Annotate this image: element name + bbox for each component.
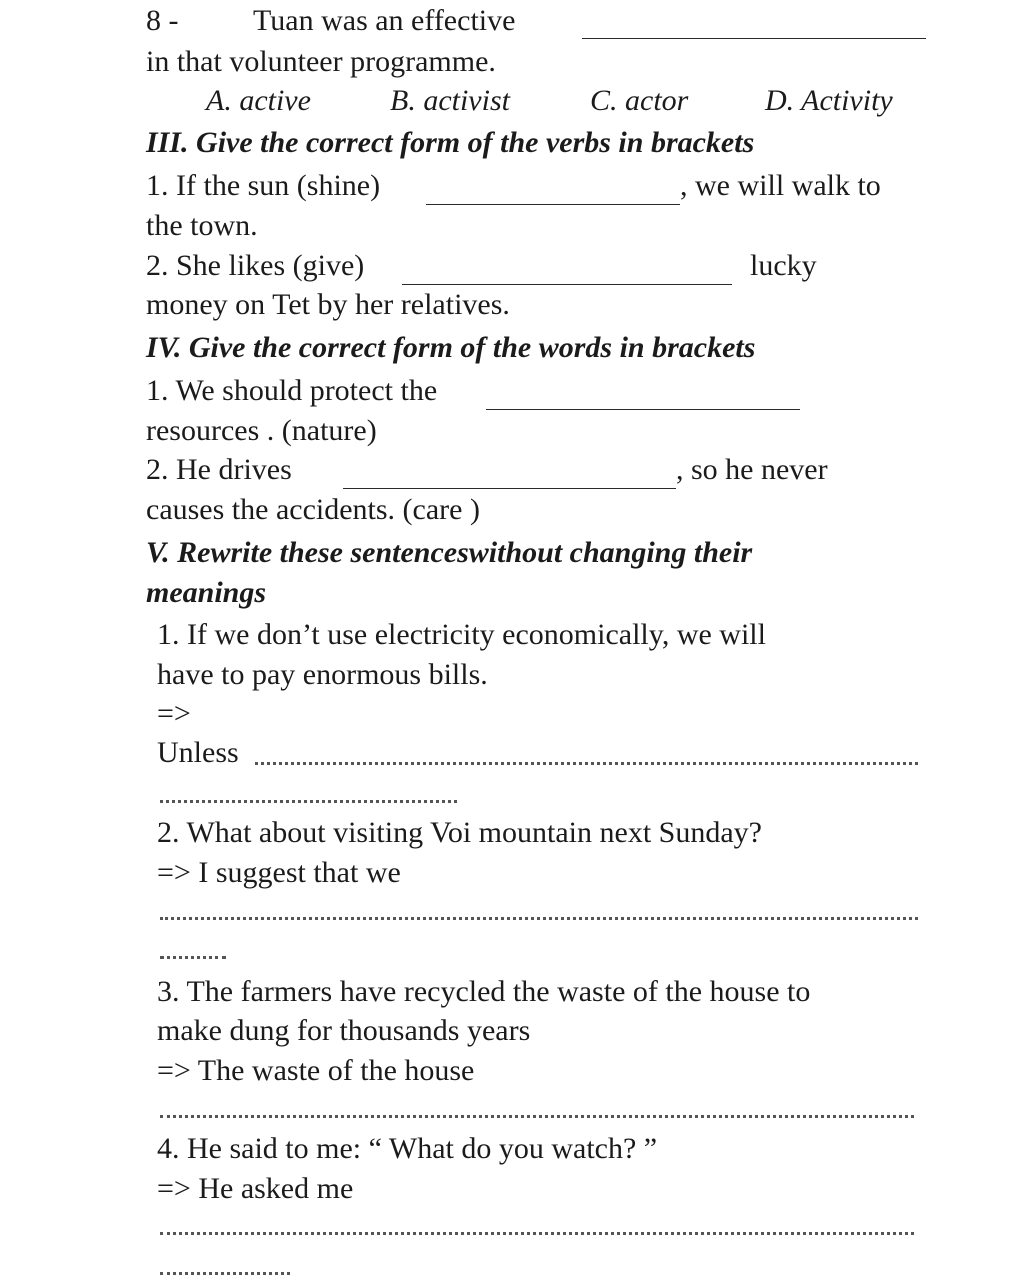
s5-item-4-answer-line[interactable] (160, 1232, 914, 1235)
s3-item-2: 2. She likes (give) (146, 249, 365, 282)
q8-number: 8 - (146, 4, 179, 37)
s4-item-2-after: , so he never (676, 453, 828, 486)
s5-item-3-start: => The waste of the house (157, 1054, 475, 1087)
s4-item-1: 1. We should protect the (146, 374, 438, 407)
s5-item-3-answer-line[interactable] (160, 1115, 914, 1118)
s5-item-4-answer-line-2[interactable] (160, 1272, 290, 1275)
q8-stem-continued: in that volunteer programme. (146, 45, 496, 78)
s4-item-1-blank[interactable] (486, 385, 800, 410)
s5-item-1-answer-line[interactable] (255, 762, 918, 765)
s4-item-2-continued: causes the accidents. (care ) (146, 493, 480, 526)
s5-item-2-start: => I suggest that we (157, 856, 401, 889)
s5-item-3-line1: 3. The farmers have recycled the waste of the house to (157, 975, 811, 1008)
q8-option-d[interactable]: D. Activity (765, 84, 893, 117)
s4-item-2: 2. He drives (146, 453, 292, 486)
q8-option-c[interactable]: C. actor (590, 84, 689, 117)
s5-item-1-start: Unless (157, 736, 239, 769)
q8-answer-blank[interactable] (582, 14, 926, 39)
q8-option-a[interactable]: A. active (206, 84, 311, 117)
s4-item-1-continued: resources . (nature) (146, 414, 377, 447)
s3-item-2-continued: money on Tet by her relatives. (146, 288, 510, 321)
s3-item-2-blank[interactable] (402, 260, 732, 285)
s5-item-2-line1: 2. What about visiting Voi mountain next Sunday? (157, 816, 762, 849)
s5-item-2-answer-line-2[interactable] (160, 956, 226, 959)
s3-item-2-after: lucky (750, 249, 817, 282)
section-3-heading: III. Give the correct form of the verbs in brackets (146, 126, 755, 159)
s5-item-1-answer-line-2[interactable] (160, 800, 457, 803)
section-4-heading: IV. Give the correct form of the words in brackets (146, 331, 756, 364)
section-5-heading-continued: meanings (146, 576, 267, 609)
q8-stem: Tuan was an effective (253, 4, 516, 37)
s5-item-2-answer-line[interactable] (160, 917, 918, 920)
s5-item-4-line1: 4. He said to me: “ What do you watch? ” (157, 1132, 658, 1165)
s5-item-4-start: => He asked me (157, 1172, 354, 1205)
s5-item-1-line1: 1. If we don’t use electricity economically, we will (157, 618, 766, 651)
section-5-heading: V. Rewrite these sentenceswithout changing their (146, 536, 753, 569)
s5-item-1-line2: have to pay enormous bills. (157, 658, 488, 691)
s3-item-1-continued: the town. (146, 209, 258, 242)
s5-item-1-arrow: => (157, 697, 191, 730)
s3-item-1-blank[interactable] (426, 180, 680, 205)
s3-item-1: 1. If the sun (shine) (146, 169, 381, 202)
s3-item-1-after: , we will walk to (680, 169, 881, 202)
s5-item-3-line2: make dung for thousands years (157, 1014, 531, 1047)
q8-option-b[interactable]: B. activist (390, 84, 510, 117)
s4-item-2-blank[interactable] (343, 464, 676, 489)
